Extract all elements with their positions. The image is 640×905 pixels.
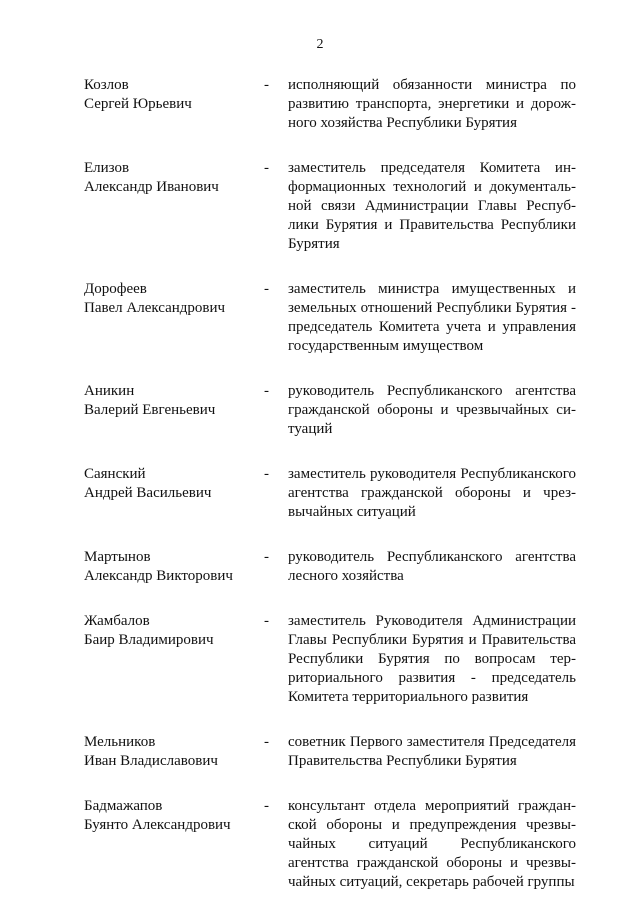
member-surname: Саянский (84, 466, 146, 482)
dash-separator: - (264, 734, 269, 750)
member-name (84, 382, 264, 420)
member-name (84, 548, 264, 586)
member-surname: Мельников (84, 734, 156, 750)
member-role: исполняющий обязанности министра по развитию транспорта, энергетики и дорожного хозяйства Республики Бурятия (288, 77, 576, 131)
member-given-names: Баир Владимирович (84, 632, 214, 648)
member-role: руководитель Республиканского агентства лесного хозяйства (288, 549, 576, 584)
member-surname: Елизов (84, 160, 130, 176)
member-given-names: Александр Викторович (84, 568, 233, 584)
member-entry (84, 797, 576, 892)
page-number: 2 (316, 37, 324, 52)
member-entry (84, 280, 576, 356)
member-role: советник Первого заместителя Председателя Правительства Республики Бурятия (288, 734, 576, 769)
member-entry (84, 733, 576, 771)
member-given-names: Валерий Евгеньевич (84, 402, 216, 418)
member-surname: Дорофеев (84, 281, 147, 297)
member-name (84, 733, 264, 771)
member-entry (84, 159, 576, 254)
member-given-names: Андрей Васильевич (84, 485, 212, 501)
member-given-names: Павел Александрович (84, 300, 226, 316)
member-surname: Бадмажапов (84, 798, 163, 814)
dash-separator: - (264, 466, 269, 482)
member-given-names: Иван Владиславович (84, 753, 218, 769)
member-entry (84, 76, 576, 133)
member-name (84, 797, 264, 835)
member-name (84, 465, 264, 503)
member-entry (84, 465, 576, 522)
member-surname: Мартынов (84, 549, 151, 565)
dash-separator: - (264, 613, 269, 629)
member-role: заместитель Руководителя Администрации Главы Республики Бурятия и Правительства Республики Бурятия по вопросам территориального развития - председатель Комитета территориального развития (288, 613, 576, 705)
member-role: заместитель министра имущественных и земельных отношений Республики Бурятия - председатель Комитета учета и управления государственным имуществом (288, 281, 576, 354)
member-entry (84, 382, 576, 439)
member-name (84, 159, 264, 197)
working-group-roster (84, 76, 576, 892)
member-entry (84, 612, 576, 707)
dash-separator: - (264, 77, 269, 93)
member-surname: Аникин (84, 383, 135, 399)
member-name (84, 612, 264, 650)
member-given-names: Александр Иванович (84, 179, 219, 195)
member-given-names: Сергей Юрьевич (84, 96, 192, 112)
member-entry (84, 548, 576, 586)
member-name (84, 280, 264, 318)
member-role: заместитель руководителя Республиканского агентства гражданской обороны и чрезвычайных ситуаций (288, 466, 576, 520)
dash-separator: - (264, 281, 269, 297)
dash-separator: - (264, 798, 269, 814)
member-given-names: Буянто Александрович (84, 817, 231, 833)
dash-separator: - (264, 383, 269, 399)
member-name (84, 76, 264, 114)
member-role: консультант отдела мероприятий гражданской обороны и предупреждения чрезвычайных ситуаций Республиканского агентства гражданской обороны и чрезвычайных ситуаций, секретарь рабочей группы (288, 798, 576, 890)
member-role: руководитель Республиканского агентства гражданской обороны и чрезвычайных ситуаций (288, 383, 576, 437)
dash-separator: - (264, 160, 269, 176)
member-surname: Жамбалов (84, 613, 150, 629)
member-role: заместитель председателя Комитета информационных технологий и документальной связи Администрации Главы Республики Бурятия и Правительства Республики Бурятия (288, 160, 576, 252)
member-surname: Козлов (84, 77, 129, 93)
dash-separator: - (264, 549, 269, 565)
